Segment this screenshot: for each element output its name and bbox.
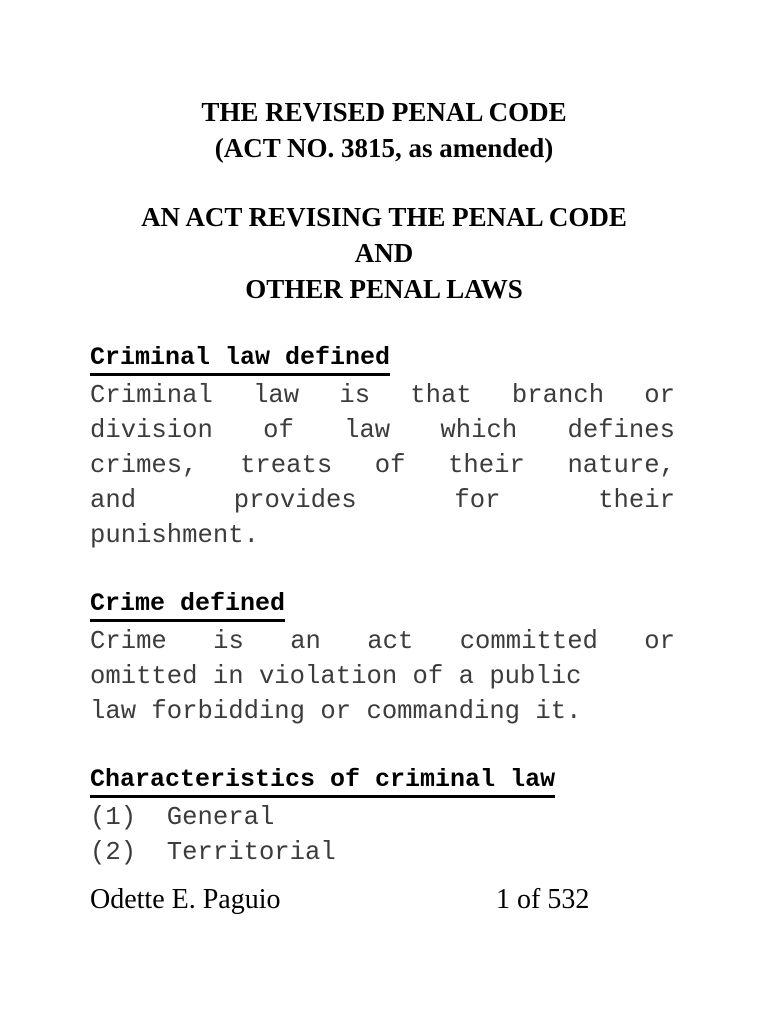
word: law bbox=[253, 381, 300, 410]
paragraph-crime bbox=[90, 624, 675, 729]
text-line bbox=[90, 378, 675, 413]
subtitle-line-2: AND bbox=[354, 238, 414, 268]
document-title bbox=[0, 94, 768, 166]
word: which bbox=[440, 416, 518, 445]
word: for bbox=[454, 486, 501, 515]
text-line bbox=[90, 483, 675, 518]
word: that bbox=[410, 381, 472, 410]
document-subtitle bbox=[0, 199, 768, 307]
word: of bbox=[374, 451, 406, 480]
word: division bbox=[90, 416, 213, 445]
word: treats bbox=[240, 451, 333, 480]
word: an bbox=[290, 627, 321, 656]
section-heading-criminal-law bbox=[90, 343, 390, 376]
word: or bbox=[644, 627, 675, 656]
text-line bbox=[90, 624, 675, 659]
text-line: law forbidding or commanding it. bbox=[90, 697, 582, 726]
footer-author: Odette E. Paguio bbox=[90, 884, 281, 915]
title-line-1: THE REVISED PENAL CODE bbox=[201, 97, 567, 127]
word: and bbox=[90, 486, 137, 515]
heading-text: Criminal law defined bbox=[90, 344, 390, 376]
word: act bbox=[367, 627, 414, 656]
word: law bbox=[344, 416, 391, 445]
word: Crime bbox=[90, 627, 167, 656]
text-line: punishment. bbox=[90, 521, 259, 550]
list-item: (1) General bbox=[90, 803, 275, 832]
subtitle-line-1: AN ACT REVISING THE PENAL CODE bbox=[141, 202, 627, 232]
section-heading-crime bbox=[90, 589, 285, 622]
subtitle-line-3: OTHER PENAL LAWS bbox=[245, 274, 523, 304]
text-line: omitted in violation of a public bbox=[90, 662, 582, 691]
footer-page-number: 1 of 532 bbox=[496, 884, 590, 915]
list-item: (2) Territorial bbox=[90, 838, 336, 867]
word: nature, bbox=[567, 451, 675, 480]
word: branch bbox=[511, 381, 605, 410]
heading-text: Characteristics of criminal law bbox=[90, 766, 555, 798]
title-line-2: (ACT NO. 3815, as amended) bbox=[214, 133, 554, 163]
word: is bbox=[213, 627, 244, 656]
word: provides bbox=[233, 486, 357, 515]
word: their bbox=[448, 451, 525, 480]
word: Criminal bbox=[90, 381, 213, 410]
word: is bbox=[339, 381, 371, 410]
section-heading-characteristics bbox=[90, 765, 555, 798]
word: their bbox=[598, 486, 675, 515]
heading-text: Crime defined bbox=[90, 590, 285, 622]
word: crimes, bbox=[90, 451, 198, 480]
word: or bbox=[644, 381, 675, 410]
word: committed bbox=[459, 627, 598, 656]
paragraph-criminal-law bbox=[90, 378, 675, 553]
text-line bbox=[90, 448, 675, 483]
word: of bbox=[263, 416, 294, 445]
characteristics-list bbox=[90, 800, 675, 870]
word: defines bbox=[567, 416, 675, 445]
text-line bbox=[90, 413, 675, 448]
